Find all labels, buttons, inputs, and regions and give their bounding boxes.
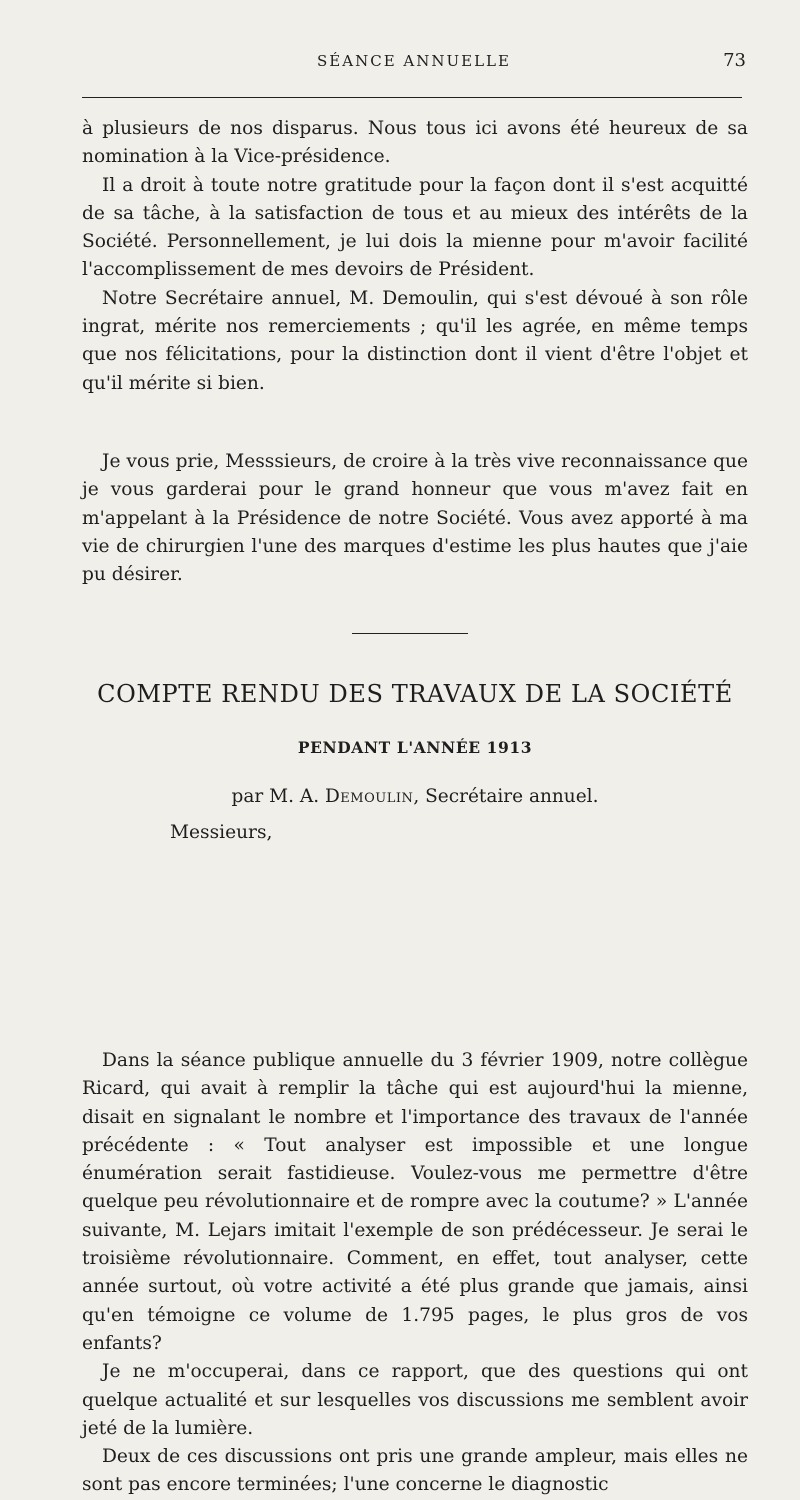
paragraph-closing: Je vous prie, Messsieurs, de croire à la très vive reconnaissance que je vous garderai pour le grand honneur que vous m'avez fait en m'appelant à la Présidence de notre Société. Vous avez apporté à ma vie de chirurgien l'une des marques d'estime les plus hautes que j'aie pu désirer. bbox=[82, 451, 748, 586]
paragraph-vice-president: Il a droit à toute notre gratitude pour la façon dont il s'est acquitté de sa tâche, à la satisfaction de tous et au mieux des intérêts de la Société. Personnellement, je lui dois la mienne pour m'avoir facilité l'accomplissement de mes devoirs de Président. bbox=[82, 174, 748, 281]
salutation: Messieurs, bbox=[170, 822, 273, 843]
paragraph-report-scope: Je ne m'occuperai, dans ce rapport, que des questions qui ont quelque actualité et sur lesquelles vos discussions me semblent avoir jeté de la lumière. bbox=[82, 1361, 748, 1439]
section-subtitle: PENDANT L'ANNÉE 1913 bbox=[297, 738, 533, 757]
page-number: 73 bbox=[723, 50, 746, 71]
paragraph-continued: à plusieurs de nos disparus. Nous tous ici avons été heureux de sa nomination à la Vice-présidence. bbox=[82, 118, 748, 168]
byline-author: Demoulin bbox=[324, 786, 414, 807]
paragraph-report-intro: Dans la séance publique annuelle du 3 février 1909, notre collègue Ricard, qui avait à remplir la tâche qui est aujourd'hui la mienne, disait en signalant le nombre et l'importance des travaux de l'année précédente : « Tout analyser est impossible et une longue énumération serait fastidieuse. Voulez-vous me permettre d'être quelque peu révolutionnaire et de rompre avec la coutume? » L'année suivante, M. Lejars imitait l'exemple de son prédécesseur. Je serai le troisième révolutionnaire. Comment, en effet, tout analyser, cette année surtout, où votre activité a été plus grande que jamais, ainsi qu'en témoigne ce volume de 1.795 pages, le plus gros de vos enfants? bbox=[82, 1050, 748, 1354]
paragraph-secretary: Notre Secrétaire annuel, M. Demoulin, qui s'est dévoué à son rôle ingrat, mérite nos remerciements ; qu'il les agrée, en même temps que nos félicitations, pour la distinction dont il vient d'être l'objet et qu'il mérite si bien. bbox=[82, 287, 748, 394]
closing-text bbox=[82, 448, 748, 589]
continuation-text bbox=[82, 115, 748, 398]
byline-suffix: , Secrétaire annuel. bbox=[413, 786, 599, 807]
byline bbox=[82, 786, 748, 807]
report-text bbox=[82, 1047, 748, 1500]
byline-prefix: par M. A. bbox=[231, 786, 320, 807]
section-separator bbox=[352, 633, 468, 634]
section-title: COMPTE RENDU DES TRAVAUX DE LA SOCIÉTÉ bbox=[97, 680, 733, 708]
header-rule bbox=[82, 97, 742, 98]
running-title: SÉANCE ANNUELLE bbox=[317, 52, 511, 70]
running-header bbox=[82, 48, 746, 78]
paragraph-report-discussions: Deux de ces discussions ont pris une grande ampleur, mais elles ne sont pas encore terminées; l'une concerne le diagnostic bbox=[82, 1446, 748, 1496]
